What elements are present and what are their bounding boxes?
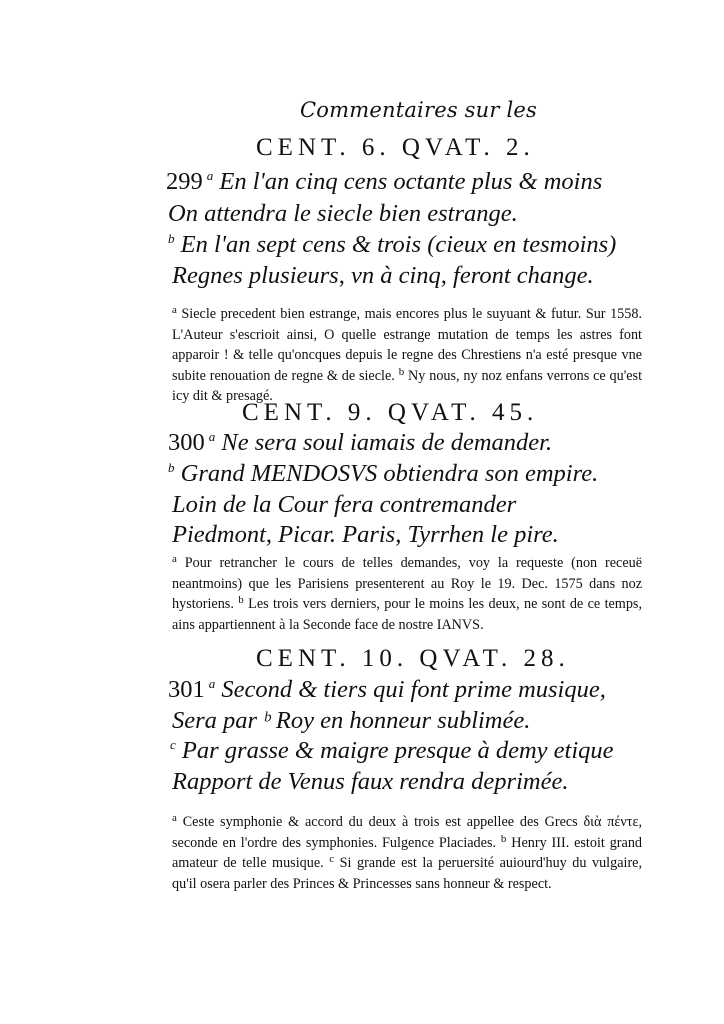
note-text: Si grande est la peruersité auiourd'huy du vulgaire, qu'il osera parler des Princes & Princesses sans honneur & respect. bbox=[172, 855, 643, 892]
note-mark: b bbox=[500, 832, 507, 845]
note-mark: b bbox=[398, 365, 405, 378]
verse-text: En l'an sept cens & trois (cieux en tesmoins) bbox=[180, 231, 617, 258]
running-head: Commentaires sur les bbox=[300, 98, 538, 122]
verse-line bbox=[172, 768, 568, 796]
verse-text: Sera par ᵇ Roy en honneur sublimée. bbox=[172, 707, 531, 734]
note-mark: a bbox=[208, 429, 216, 444]
note-mark: a bbox=[172, 304, 177, 316]
commentary-note bbox=[172, 812, 642, 894]
verse-text: Grand MENDOSVS obtiendra son empire. bbox=[180, 460, 599, 487]
verse-text: Piedmont, Picar. Paris, Tyrrhen le pire. bbox=[172, 521, 559, 548]
verse-line bbox=[170, 737, 614, 765]
note-mark: b bbox=[238, 594, 244, 606]
note-text: Siecle precedent bien estrange, mais encores plus le suyuant & futur. Sur 1558. L'Auteur s'escrioit ainsi, O quelle estrange mutation de temps les astres font apparoir ! & telle qu'oncques depuis le regne des Chrestiens n'a esté presque vne subite renouation de regne & de siecle. bbox=[172, 306, 642, 384]
verse-line bbox=[168, 200, 518, 228]
verse-line bbox=[168, 231, 616, 259]
note-text: Ceste symphonie & accord du deux à trois est appellee des Grecs διὰ πέντε, seconde en l'ordre des symphonies. Fulgence Placiades. bbox=[172, 814, 643, 851]
note-mark: b bbox=[168, 231, 175, 246]
note-mark: c bbox=[329, 853, 335, 865]
verse-text: Second & tiers qui font prime musique, bbox=[221, 676, 606, 703]
quatrain-heading: CENT. 9. QVAT. 45. bbox=[242, 399, 539, 426]
quatrain-number: 301 bbox=[168, 676, 205, 703]
commentary-note bbox=[172, 553, 642, 635]
verse-text: Par grasse & maigre presque à demy etique bbox=[181, 737, 614, 764]
verse-text: Regnes plusieurs, vn à cinq, feront change. bbox=[172, 262, 594, 289]
verse-text: On attendra le siecle bien estrange. bbox=[168, 200, 518, 227]
quatrain-number: 300 bbox=[168, 429, 205, 456]
verse-line bbox=[172, 521, 559, 549]
note-mark: a bbox=[206, 168, 214, 183]
verse-text: En l'an cinq cens octante plus & moins bbox=[219, 168, 603, 195]
verse-line bbox=[168, 676, 606, 704]
note-text: Pour retrancher le cours de telles demandes, voy la requeste (non receuë neantmoins) que les Parisiens presenterent au Roy le 19. Dec. 1575 dans noz hystoriens. bbox=[172, 555, 643, 612]
quatrain-heading: CENT. 6. QVAT. 2. bbox=[256, 134, 535, 161]
note-mark: b bbox=[168, 460, 175, 475]
note-mark: a bbox=[172, 553, 177, 565]
note-text: Ny nous, ny noz enfans verrons ce qu'est icy dit & presagé. bbox=[172, 367, 643, 404]
verse-line bbox=[172, 262, 594, 290]
quatrain-number: 299 bbox=[166, 168, 203, 195]
verse-text: Loin de la Cour fera contremander bbox=[172, 491, 517, 518]
verse-line bbox=[168, 429, 552, 457]
note-text: Henry III. estoit grand amateur de telle musique. bbox=[172, 834, 643, 871]
note-mark: c bbox=[170, 737, 176, 752]
verse-line bbox=[166, 168, 602, 196]
verse-line bbox=[168, 460, 598, 488]
note-mark: a bbox=[172, 812, 177, 824]
verse-text: Ne sera soul iamais de demander. bbox=[221, 429, 553, 456]
quatrain-heading: CENT. 10. QVAT. 28. bbox=[256, 645, 570, 672]
commentary-note bbox=[172, 304, 642, 407]
note-mark: a bbox=[208, 676, 216, 691]
verse-text: Rapport de Venus faux rendra deprimée. bbox=[172, 768, 569, 795]
verse-line bbox=[172, 491, 516, 519]
verse-line bbox=[172, 707, 530, 735]
note-text: Les trois vers derniers, pour le moins les deux, ne sont de ce temps, ains appartiennent à la Seconde face de nostre IANVS. bbox=[172, 596, 643, 633]
